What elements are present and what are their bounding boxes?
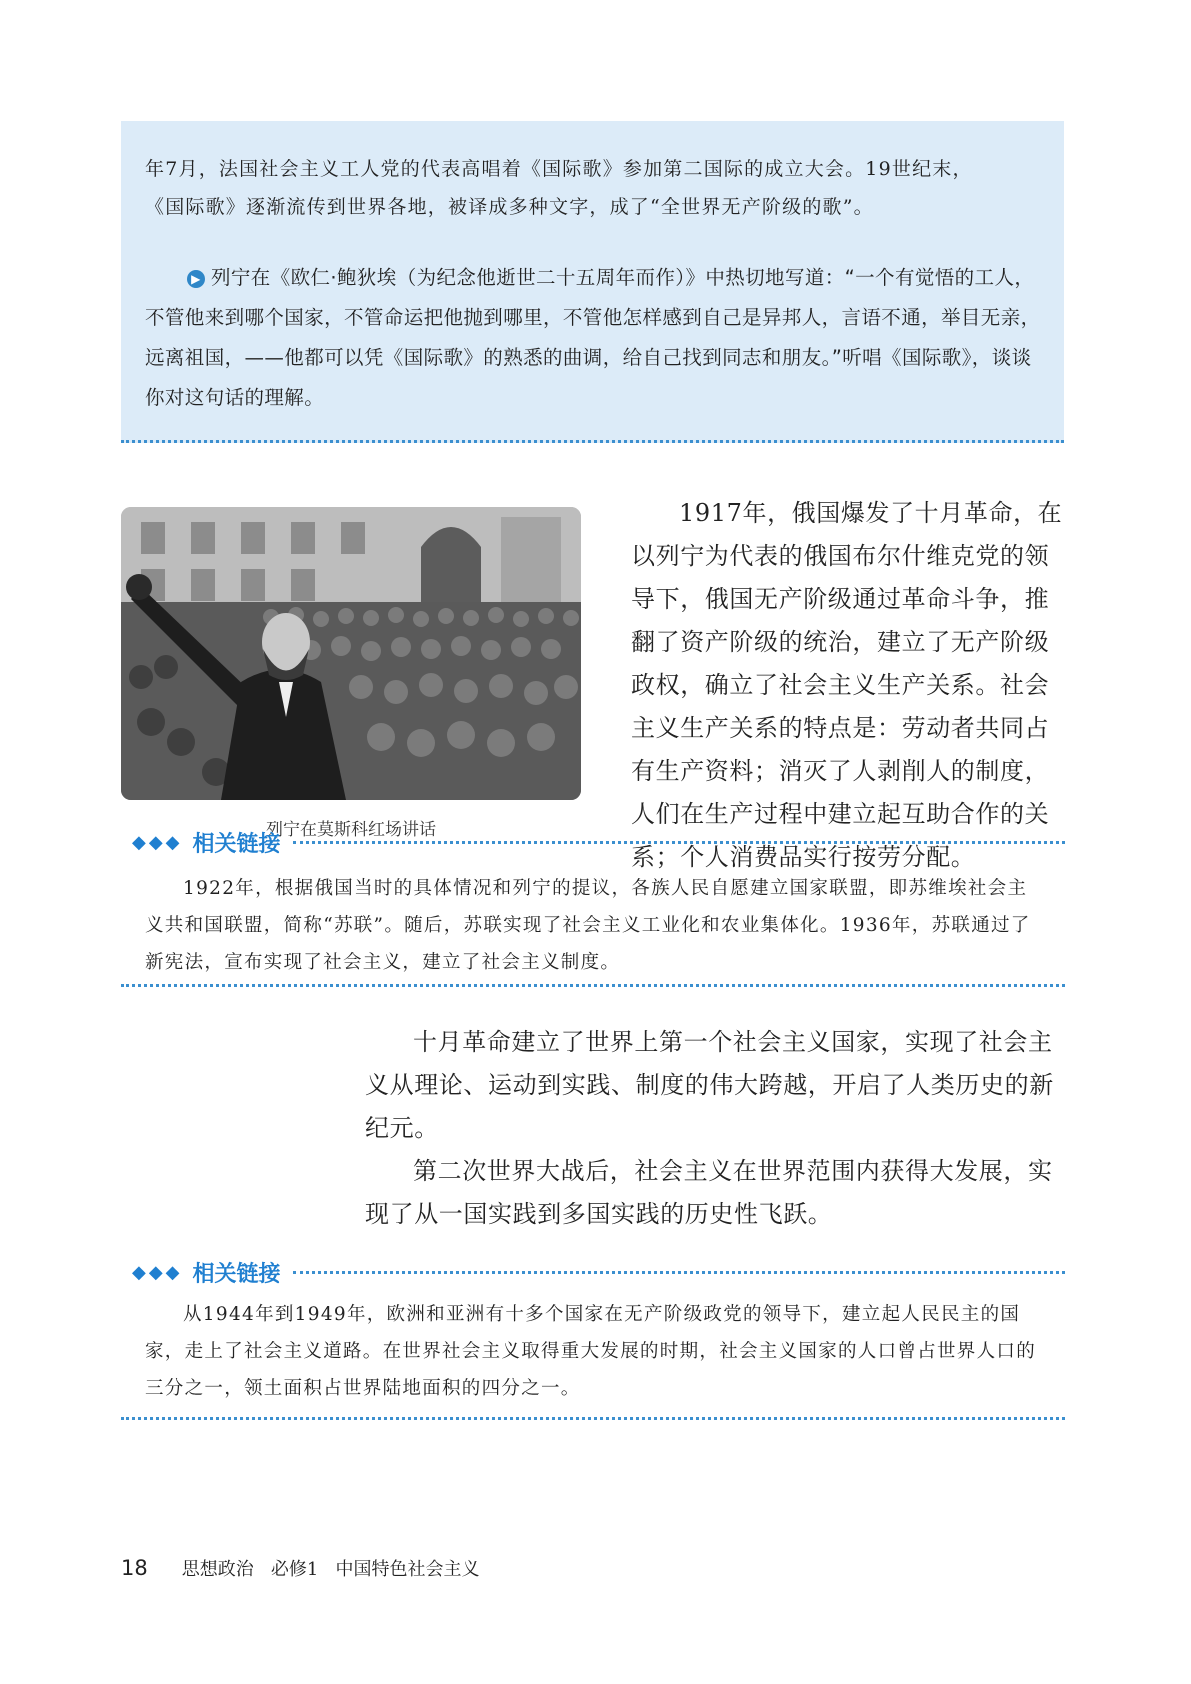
dotted-divider — [293, 1271, 1065, 1274]
related-link-title: 相关链接 — [192, 831, 281, 857]
october-revolution-paragraph: 1917年，俄国爆发了十月革命，在以列宁为代表的俄国布尔什维克党的领导下，俄国无产阶级通过革命斗争，推翻了资产阶级的统治，建立了无产阶级政权，确立了社会主义生产关系。社会主义生产关系的特点是：劳动者共同占有生产资料；消灭了人剥削人的制度，人们在生产过程中建立起互助合作的关系；个人消费品实行按劳分配。 — [631, 499, 1063, 871]
arrow-right-icon: ▶ — [187, 270, 205, 288]
photo-caption: 列宁在莫斯科红场讲话 — [266, 820, 436, 840]
related-link-header-2 — [132, 1257, 1065, 1287]
lenin-photo — [121, 507, 581, 800]
related-link-text-2: 从1944年到1949年，欧洲和亚洲有十多个国家在无产阶级政党的领导下，建立起人民民主的国家，走上了社会主义道路。在世界社会主义取得重大发展的时期，社会主义国家的人口曾占世界人口的三分之一，领土面积占世界陆地面积的四分之一。 — [145, 1304, 1037, 1399]
related-link-header-1 — [132, 827, 1065, 857]
activity-prompt — [145, 258, 1045, 418]
dotted-divider — [121, 1417, 1065, 1420]
page-footer — [121, 1555, 480, 1581]
box-line-2: 《国际歌》逐渐流传到世界各地，被译成多种文字，成了“全世界无产阶级的歌”。 — [145, 196, 874, 218]
diamond-icon: ◆◆◆ — [132, 831, 183, 853]
related-link-text-1: 1922年，根据俄国当时的具体情况和列宁的提议，各族人民自愿建立国家联盟，即苏维埃社会主义共和国联盟，简称“苏联”。随后，苏联实现了社会主义工业化和农业集体化。1936年，苏联通过了新宪法，宣布实现了社会主义，建立了社会主义制度。 — [145, 878, 1031, 973]
page-number: 18 — [121, 1556, 148, 1580]
diamond-icon: ◆◆◆ — [132, 1261, 183, 1283]
activity-text: 列宁在《欧仁·鲍狄埃（为纪念他逝世二十五周年而作）》中热切地写道：“一个有觉悟的工人，不管他来到哪个国家，不管命运把他抛到哪里，不管他怎样感到自己是异邦人，言语不通，举目无亲，远离祖国，——他都可以凭《国际歌》的熟悉的曲调，给自己找到同志和朋友。”听唱《国际歌》，谈谈你对这句话的理解。 — [145, 266, 1041, 409]
paragraph: 第二次世界大战后，社会主义在世界范围内获得大发展，实现了从一国实践到多国实践的历史性飞跃。 — [365, 1157, 1053, 1228]
related-link-title: 相关链接 — [192, 1261, 281, 1287]
book-title: 思想政治 必修1 中国特色社会主义 — [181, 1559, 480, 1580]
paragraph: 十月革命建立了世界上第一个社会主义国家，实现了社会主义从理论、运动到实践、制度的伟大跨越，开启了人类历史的新纪元。 — [365, 1028, 1054, 1142]
dotted-divider — [121, 984, 1065, 987]
main-text — [365, 1021, 1065, 1236]
box-line-1: 年7月，法国社会主义工人党的代表高唱着《国际歌》参加第二国际的成立大会。19世纪末， — [145, 158, 973, 180]
dotted-divider — [293, 841, 1065, 844]
